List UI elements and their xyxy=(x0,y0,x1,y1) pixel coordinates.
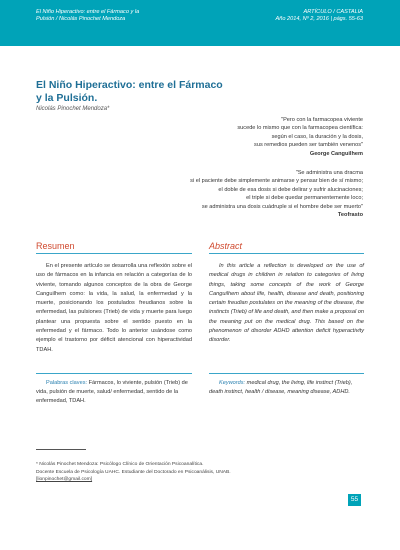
abstract-text xyxy=(209,262,364,346)
abstract-divider xyxy=(209,253,364,254)
epigraph-line: según el caso, la duración y la dosis, xyxy=(271,133,363,140)
header-right-line1: ARTÍCULO / CASTALIA xyxy=(303,9,363,15)
page-number: 55 xyxy=(348,494,361,506)
keywords-divider-en xyxy=(209,373,364,374)
footnote-divider xyxy=(36,449,86,450)
article-title xyxy=(36,79,276,104)
footnote-line1: * Nicolás Pinochet Mendoza: Psicólogo Clínico de Orientación Psicoanalítica. xyxy=(36,462,204,467)
header-left xyxy=(36,9,186,23)
footnote-line2: Docente Escuela de Psicología UAHC. Estudiante del Doctorado en Psicoanálisis, UNAB. xyxy=(36,469,231,475)
epigraph-line: "Pero con la farmacopea viviente xyxy=(281,117,363,123)
header-right xyxy=(203,9,363,23)
epigraph-line: si el paciente debe simplemente animarse y pensar bien de sí mismo; xyxy=(190,178,363,185)
resumen-text xyxy=(36,262,192,355)
epigraph-line: el triple si debe quedar permanentemente loco; xyxy=(246,195,363,202)
header-left-line2: Pulsión / Nicolás Pinochet Mendoza xyxy=(36,16,126,22)
footnote-email-link[interactable]: [lionpinochet@gmail.com] xyxy=(36,477,93,482)
epigraph-author: Teofrasto xyxy=(337,212,363,219)
keywords-en-text: medical drug, the living, life instinct (Trieb), death instinct, health / disease, meaning disease, ADHD. xyxy=(209,380,353,395)
header-right-line2: Año 2014, Nº 2, 2016 | págs. 55-63 xyxy=(275,16,363,22)
article-author: Nicolás Pinochet Mendoza* xyxy=(36,106,110,112)
keywords-es-label: Palabras claves: xyxy=(46,380,88,386)
abstract-text-content: In this article a reflection is developed on the use of medical drugs in children in relation to categories of living things, taking some concepts of the work of George Canguilhem about life, health, disease and death, positioning certain freudian postulates on the meaning of the disease, the instincts (Trieb) of life and death, and then make a proposal on the meaning put on the medical drug. This based on the phenomenon of disorder ADHD attention deficit hyperactivity disorder. xyxy=(209,263,364,344)
epigraph-line: "Se administra una dracma xyxy=(295,170,363,176)
header-left-line1: El Niño Hiperactivo: entre el Fármaco y la xyxy=(36,9,140,15)
footnote xyxy=(36,461,306,484)
resumen-heading: Resumen xyxy=(36,241,75,251)
article-title-line2: y la Pulsión. xyxy=(36,91,98,104)
epigraph-teofrasto xyxy=(63,169,363,219)
keywords-es-text: Fármacos, lo viviente, pulsión (Trieb) de vida, pulsión de muerte, salud/ enfermedad, sentido de la enfermedad, TDAH. xyxy=(36,380,188,404)
keywords-en xyxy=(209,379,364,397)
epigraph-line: se administra una dosis cuádruple si el hombre debe ser muerto" xyxy=(201,203,363,210)
epigraph-canguilhem xyxy=(133,116,363,158)
epigraph-line: sucede lo mismo que con la farmacopea científica: xyxy=(237,125,363,132)
running-header xyxy=(0,0,400,46)
epigraph-author: George Canguilhem xyxy=(309,150,363,157)
resumen-divider xyxy=(36,253,192,254)
epigraph-line: sus remedios pueden ser también venenos" xyxy=(254,142,363,149)
epigraph-line: el doble de esa dosis si debe delirar y sufrir alucinaciones; xyxy=(218,186,363,193)
keywords-en-label: Keywords: xyxy=(219,380,246,386)
keywords-es xyxy=(36,379,192,406)
resumen-text-content: En el presente artículo se desarrolla una reflexión sobre el uso de fármacos en la infancia en relación a categorías de lo viviente, tomando algunos conceptos de la obra de George Canguilhem como: la vida, la salud, la enfermedad y la muerte, posicionando los postulados freudianos sobre la enfermedad, las pulsiones (Trieb) de vida y muerte para luego plantear una propuesta sobre el sentido puesto en la enfermedad y el fármaco. Todo lo anterior usándose como ejemplo el trastorno por déficit atencional con hiperactividad TDAH. xyxy=(36,263,192,353)
abstract-heading: Abstract xyxy=(209,241,243,251)
keywords-divider-es xyxy=(36,373,192,374)
article-title-line1: El Niño Hiperactivo: entre el Fármaco xyxy=(36,79,223,91)
